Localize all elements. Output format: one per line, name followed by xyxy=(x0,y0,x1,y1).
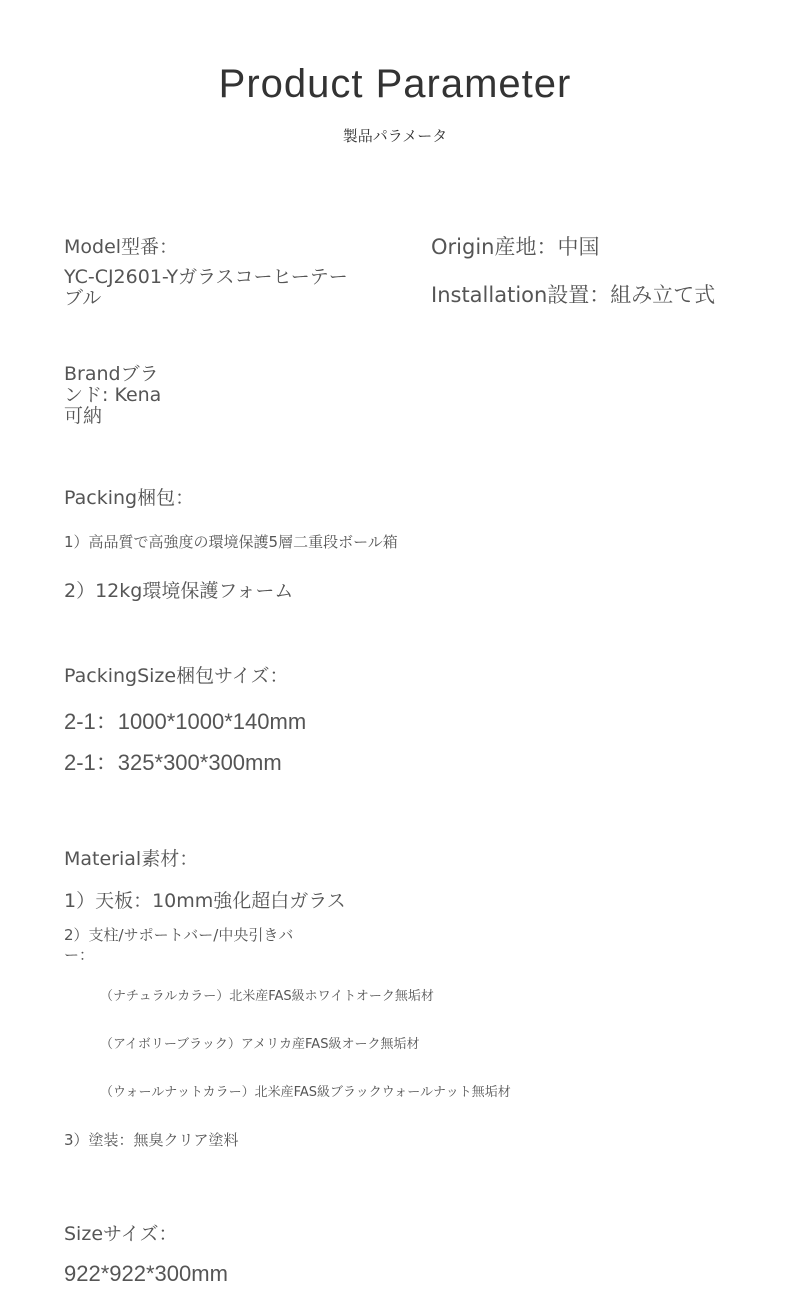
size-label: Sizeサイズ： xyxy=(64,1223,178,1245)
model-label: Model型番： xyxy=(64,236,179,258)
page-title: Product Parameter xyxy=(218,62,572,106)
packing-item: 2）12kg環境保護フォーム xyxy=(64,580,294,602)
size-value: 922*922*300mm xyxy=(64,1261,228,1286)
installation-text: Installation設置：組み立て式 xyxy=(431,283,716,307)
origin-text: Origin産地：中国 xyxy=(431,235,600,259)
material-option: （ナチュラルカラー）北米産FAS級ホワイトオーク無垢材 xyxy=(100,989,434,1004)
packing-size-item: 2-1：1000*1000*140mm xyxy=(64,709,307,734)
material-label: Material素材： xyxy=(64,848,199,870)
material-item-1: 1）天板：10mm強化超白ガラス xyxy=(64,890,346,912)
material-option: （ウォールナットカラー）北米産FAS級ブラックウォールナット無垢材 xyxy=(100,1085,511,1100)
packing-item: 1）高品質で高強度の環境保護5層二重段ボール箱 xyxy=(64,533,398,551)
brand-text: Brandブランド: Kena可納 xyxy=(64,363,162,427)
packing-label: Packing梱包： xyxy=(64,487,195,509)
packing-size-item: 2-1：325*300*300mm xyxy=(64,750,282,775)
packing-size-label: PackingSize梱包サイズ： xyxy=(64,665,289,687)
material-option: （アイボリーブラック）アメリカ産FAS級オーク無垢材 xyxy=(100,1037,420,1052)
material-item-3: 3）塗装：無臭クリア塗料 xyxy=(64,1131,239,1149)
page-subtitle: 製品パラメータ xyxy=(342,127,448,145)
model-value: YC-CJ2601-Yガラスコーヒーテーブル xyxy=(64,266,348,309)
material-item-2: 2）支柱/サポートバー/中央引きバー： xyxy=(64,926,294,964)
